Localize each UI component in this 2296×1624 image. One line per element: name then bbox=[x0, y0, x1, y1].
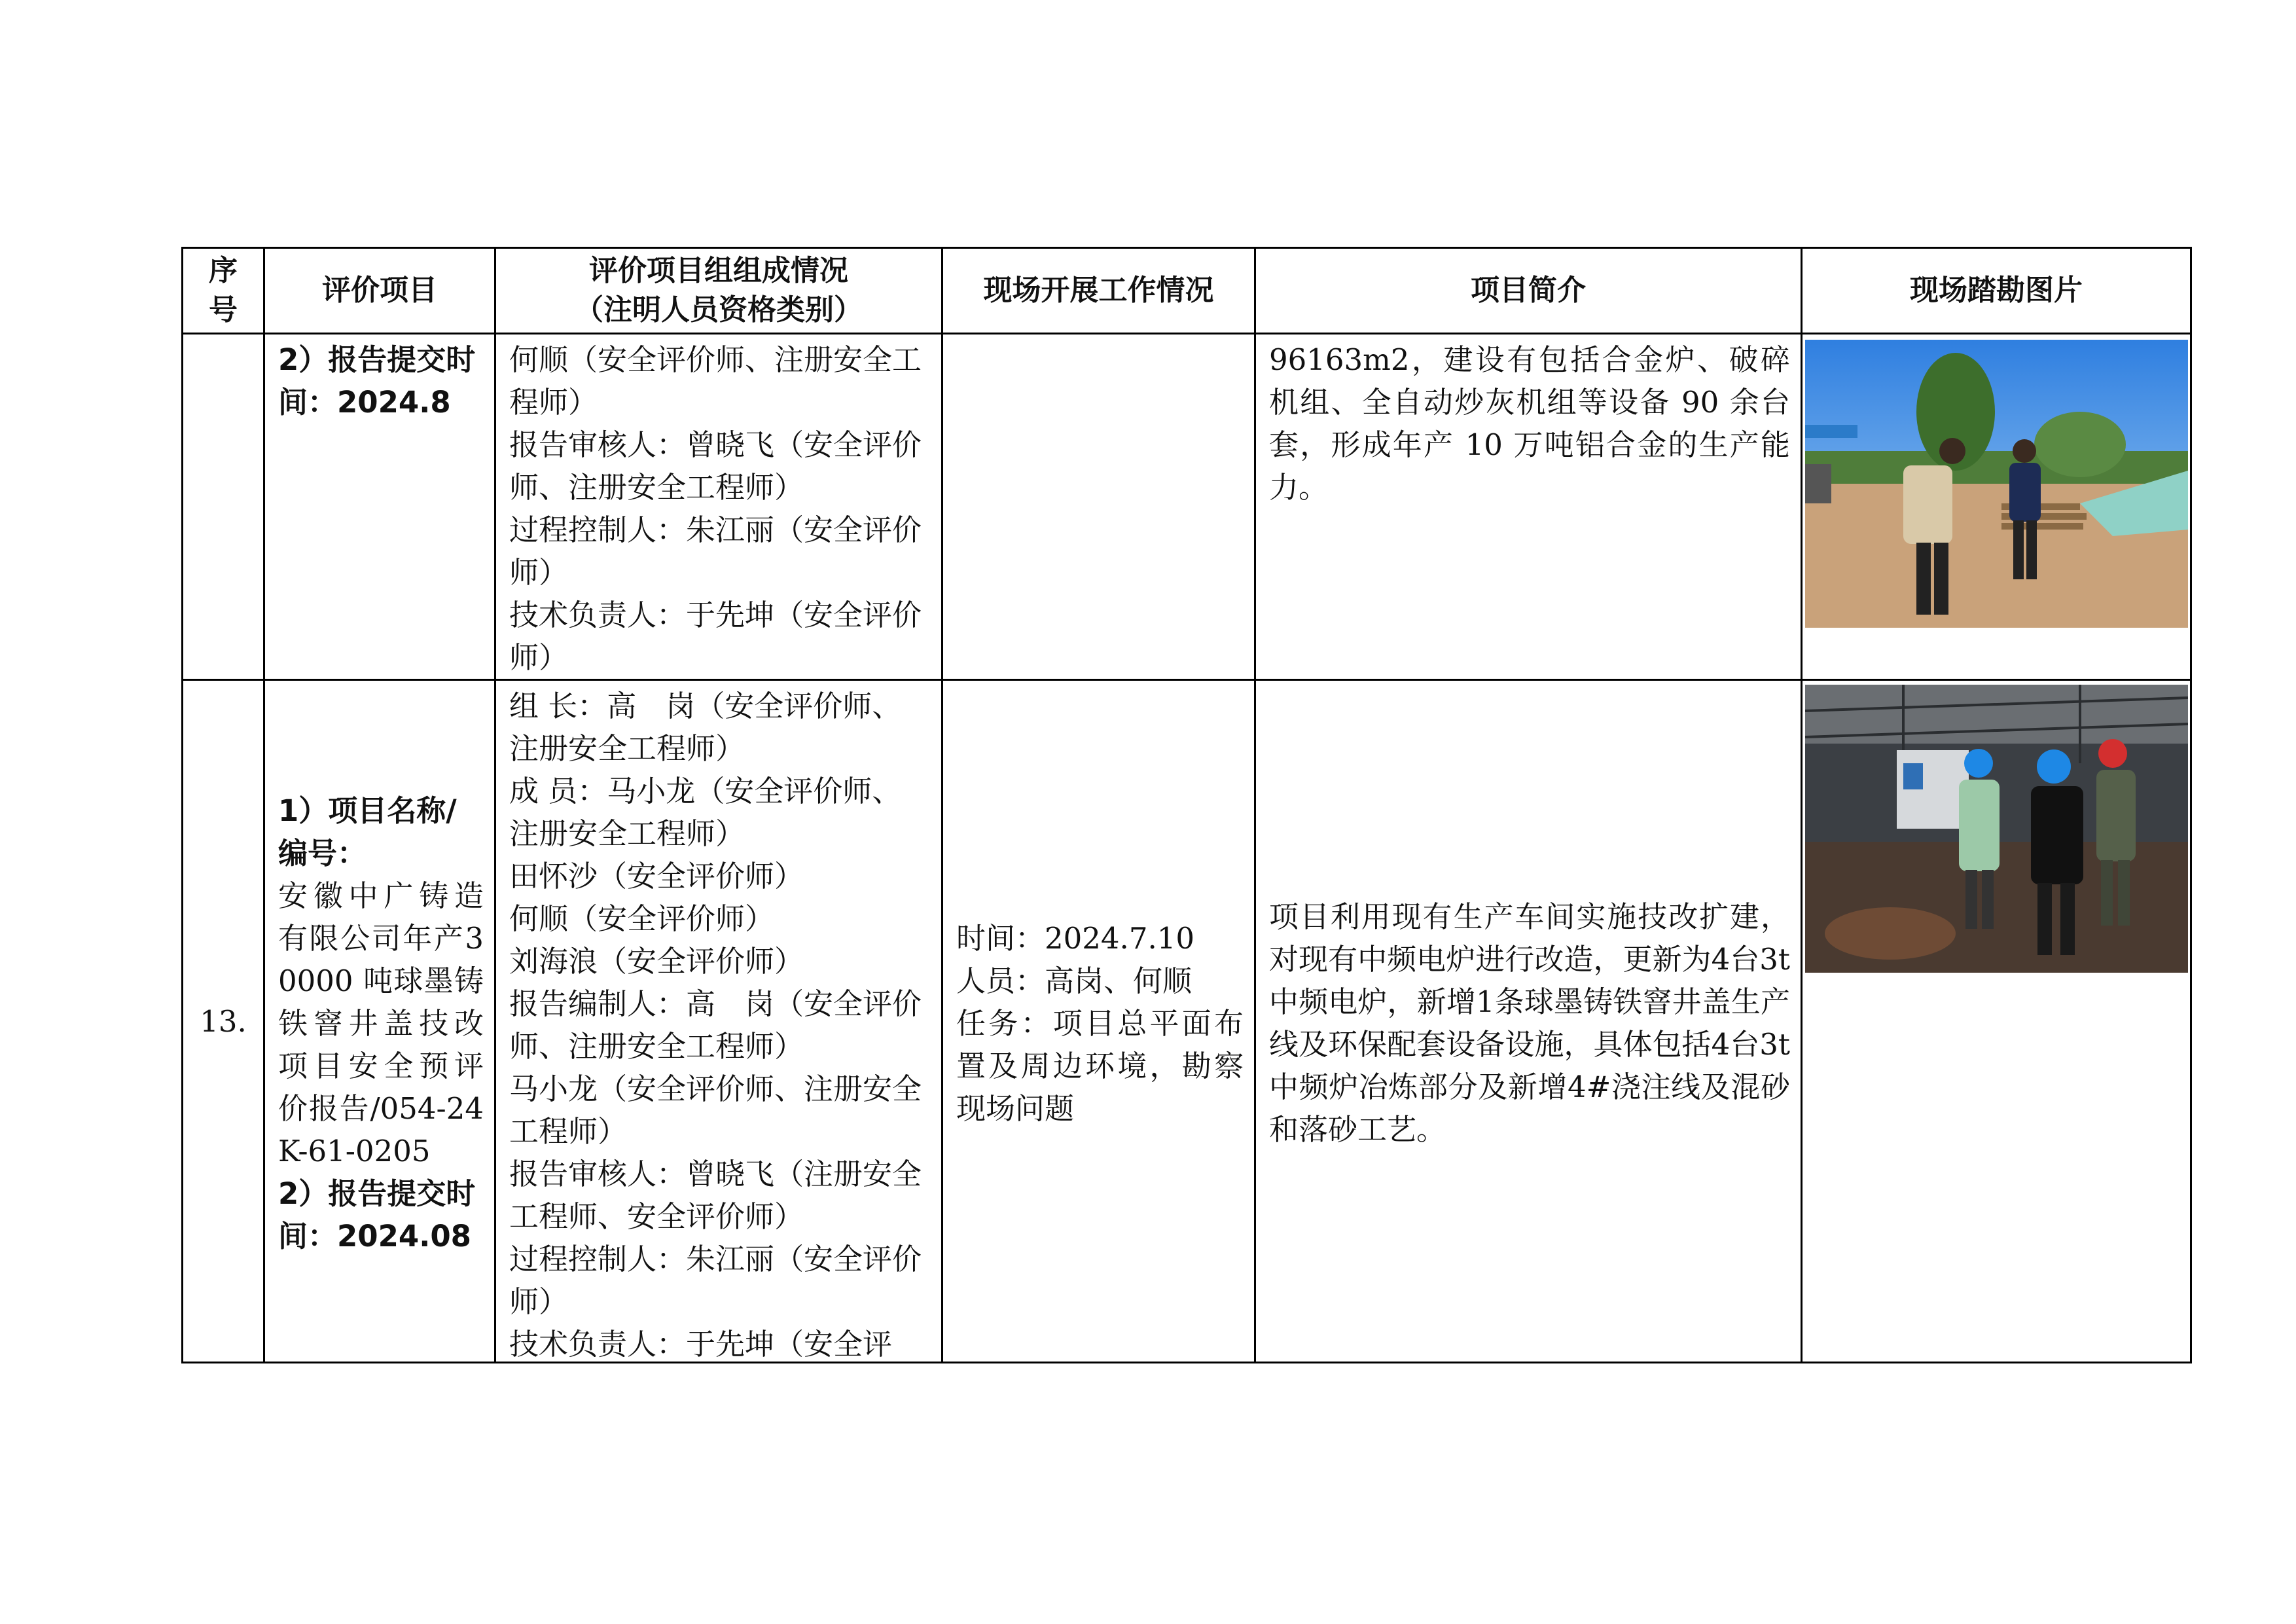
row1-index bbox=[183, 334, 264, 680]
row1-work bbox=[942, 334, 1255, 680]
header-index: 序 号 bbox=[183, 248, 264, 334]
header-photo: 现场踏勘图片 bbox=[1802, 248, 2191, 334]
header-work: 现场开展工作情况 bbox=[942, 248, 1255, 334]
row1-project bbox=[264, 334, 495, 680]
site-photo-workshop bbox=[1805, 685, 2188, 973]
row2-work-time: 时间：2024.7.10 bbox=[956, 920, 1195, 956]
row2-index: 13. bbox=[183, 680, 264, 1363]
row2-photo-cell bbox=[1802, 680, 2191, 1363]
row2-work-people: 人员：高岗、何顺 bbox=[956, 963, 1193, 998]
row2-project-name: 安徽中广铸造有限公司年产30000 吨球墨铸铁窨井盖技改项目安全预评价报告/054-24K-61-0205 bbox=[278, 878, 484, 1168]
row2-team-line: 组 长：高 岗（安全评价师、注册安全工程师） bbox=[509, 689, 902, 766]
row1-team bbox=[495, 334, 942, 680]
row1-project-submit: 2）报告提交时间：2024.8 bbox=[278, 342, 476, 420]
row2-intro-text: 项目利用现有生产车间实施技改扩建，对现有中频电炉进行改造，更新为4台3t中频电炉，新增1条球墨铸铁窨井盖生产线及环保配套设备设施，具体包括4台3t中频炉冶炼部分及新增4#浇注线及混砂和落砂工艺。 bbox=[1269, 899, 1790, 1147]
row1-team-line: 技术负责人：于先坤（安全评价师） bbox=[509, 598, 922, 675]
report-table bbox=[181, 247, 2192, 1363]
row2-team-line: 马小龙（安全评价师、注册安全工程师） bbox=[509, 1072, 922, 1149]
row1-intro bbox=[1255, 334, 1802, 680]
row2-work bbox=[942, 680, 1255, 1363]
row1-team-line: 何顺（安全评价师、注册安全工程师） bbox=[509, 342, 922, 420]
table-row bbox=[183, 680, 2191, 1363]
header-team: 评价项目组组成情况 （注明人员资格类别） bbox=[495, 248, 942, 334]
row1-team-line: 过程控制人：朱江丽（安全评价师） bbox=[509, 513, 922, 590]
row2-project bbox=[264, 680, 495, 1363]
row2-team-line: 过程控制人：朱江丽（安全评价师） bbox=[509, 1242, 922, 1319]
row2-team-line: 成 员：马小龙（安全评价师、注册安全工程师） bbox=[509, 774, 902, 851]
row1-photo-cell bbox=[1802, 334, 2191, 680]
row2-intro bbox=[1255, 680, 1802, 1363]
table-row bbox=[183, 334, 2191, 680]
header-row bbox=[183, 248, 2191, 334]
row2-project-title: 1）项目名称/编号： bbox=[278, 793, 457, 871]
row2-team-line: 技术负责人：于先坤（安全评 bbox=[509, 1327, 893, 1362]
row2-team-line: 刘海浪（安全评价师） bbox=[509, 944, 804, 979]
row2-team-line: 报告编制人：高 岗（安全评价师、注册安全工程师） bbox=[509, 986, 922, 1064]
row2-team-line: 报告审核人：曾晓飞（注册安全工程师、安全评价师） bbox=[509, 1157, 922, 1234]
row2-team-line: 何顺（安全评价师） bbox=[509, 901, 775, 936]
row1-team-line: 报告审核人：曾晓飞（安全评价师、注册安全工程师） bbox=[509, 427, 922, 505]
site-photo-outdoor bbox=[1805, 340, 2188, 628]
header-project: 评价项目 bbox=[264, 248, 495, 334]
row2-work-task: 任务：项目总平面布置及周边环境，勘察现场问题 bbox=[956, 1005, 1244, 1126]
row2-project-submit: 2）报告提交时间：2024.08 bbox=[278, 1176, 476, 1254]
row2-team-line: 田怀沙（安全评价师） bbox=[509, 859, 804, 893]
row1-intro-text: 96163m2，建设有包括合金炉、破碎机组、全自动炒灰机组等设备 90 余台套，形成年产 10 万吨铝合金的生产能力。 bbox=[1269, 342, 1790, 505]
header-intro: 项目简介 bbox=[1255, 248, 1802, 334]
row2-team bbox=[495, 680, 942, 1363]
